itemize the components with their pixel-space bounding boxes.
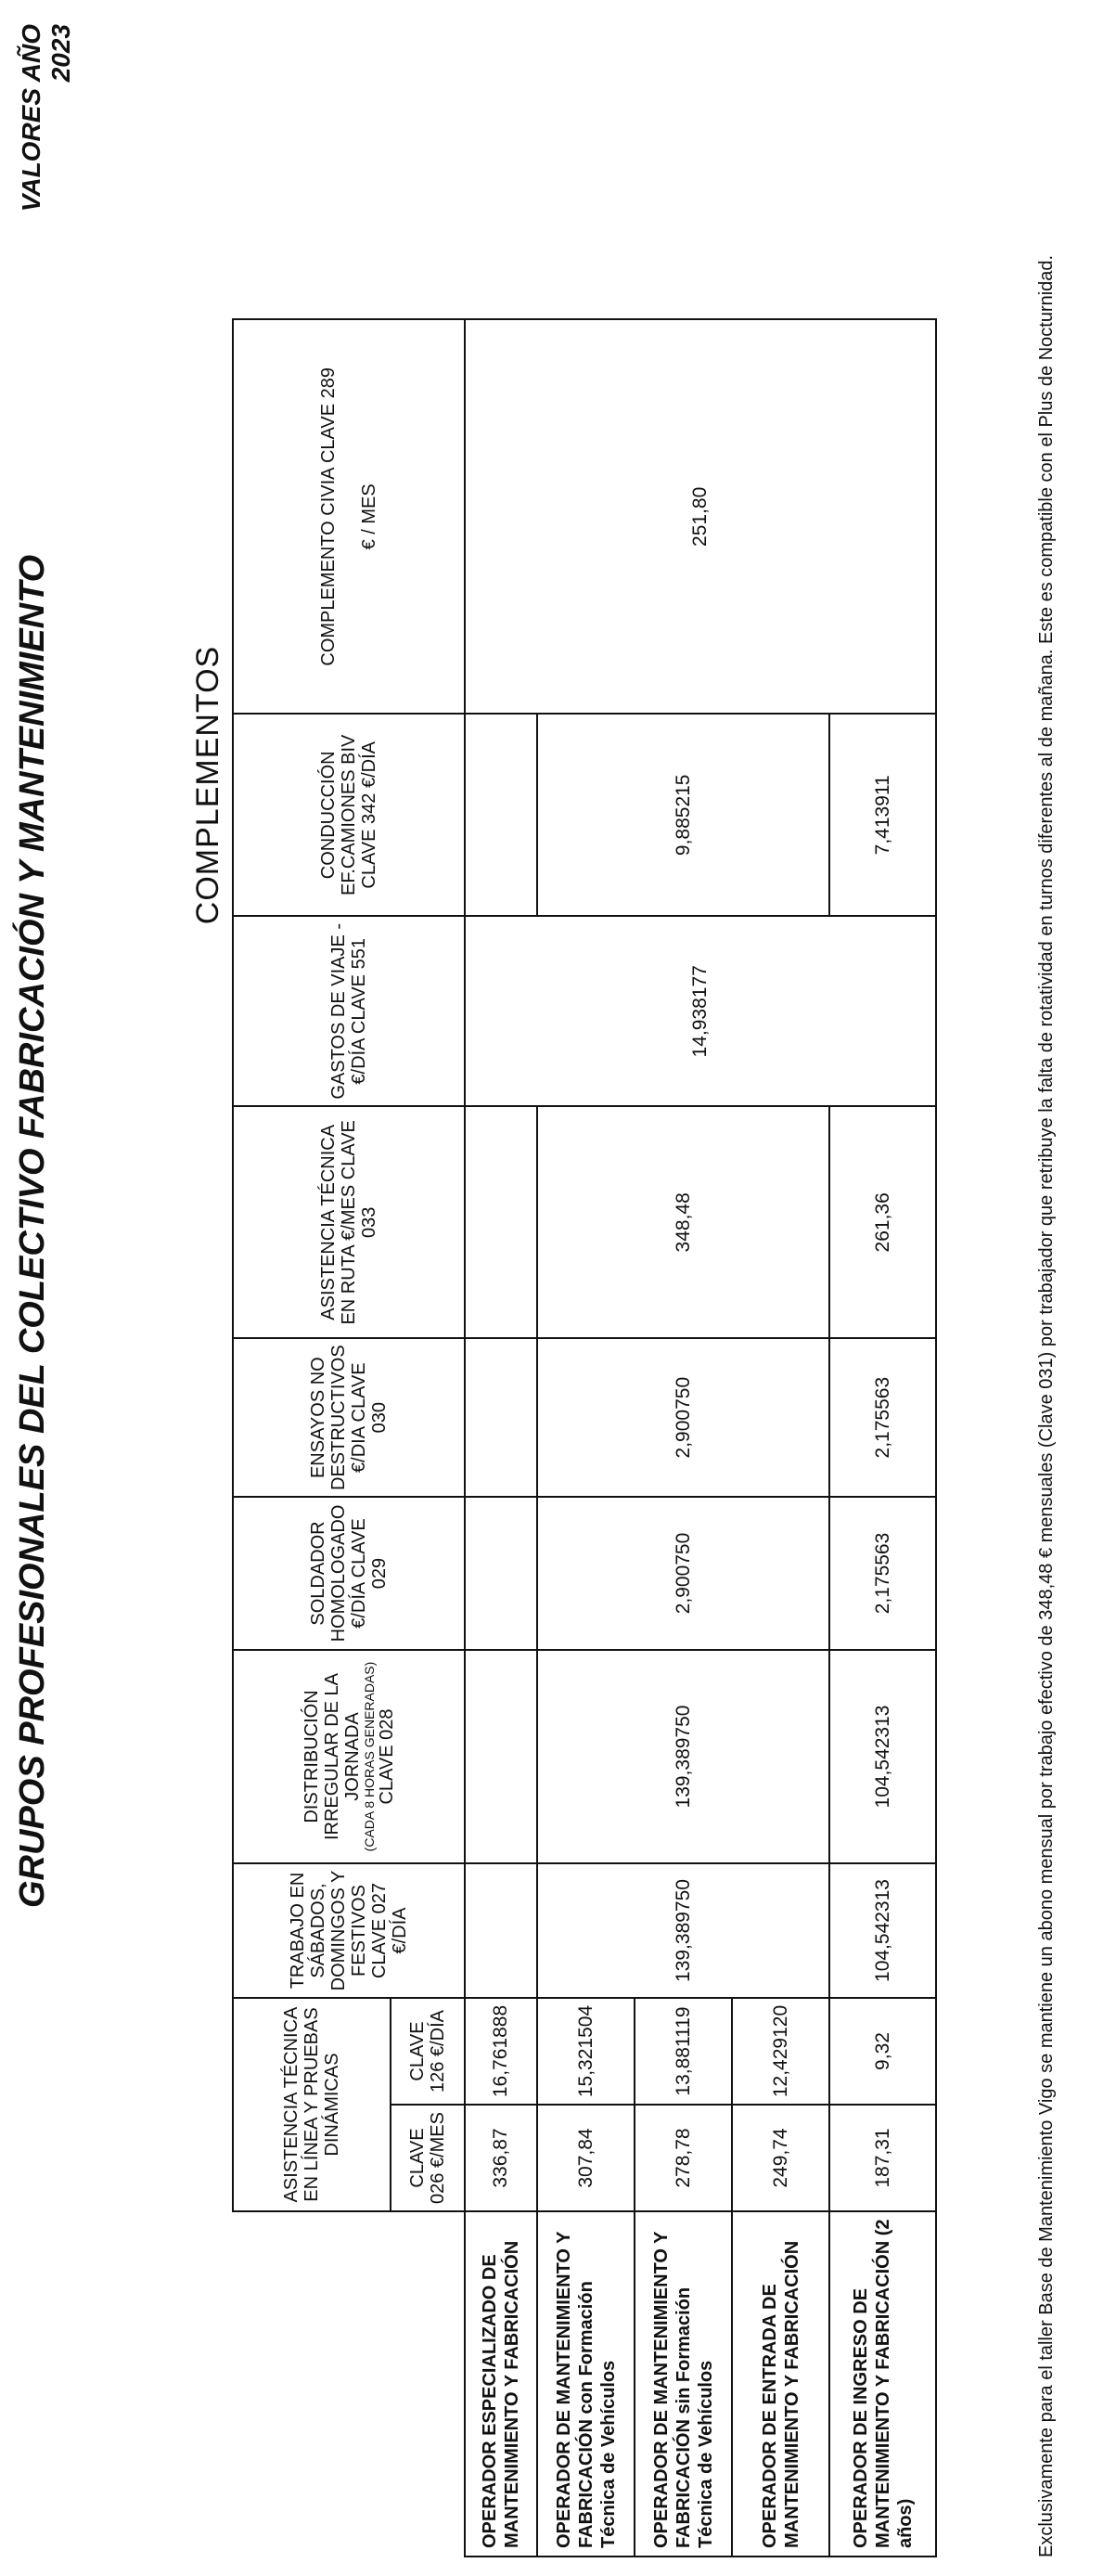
col-header-clave-028 [233, 1650, 465, 1863]
document-title: GRUPOS PROFESIONALES DEL COLECTIVO FABRICACIÓN Y MANTENIMIENTO [13, 554, 52, 1908]
col-header-clave-030: ENSAYOS NO DESTRUCTIVOS €/DIA CLAVE 030 [233, 1338, 465, 1497]
year-block [17, 24, 76, 238]
col-header-clave-289 [233, 319, 465, 714]
cell-clave-342-empty [465, 714, 537, 916]
cell-clave-029-empty [465, 1497, 537, 1650]
clave-028-note: (CADA 8 HORAS GENERADAS) [361, 1661, 377, 1852]
col-header-clave-029: SOLDADOR HOMOLOGADO €/DÍA CLAVE 029 [233, 1497, 465, 1650]
cell-clave-026: 187,31 [829, 2105, 936, 2211]
clave-028-code: CLAVE 028 [376, 1708, 397, 1805]
cell-clave-551-merged: 14,938177 [465, 916, 936, 1106]
cell-clave-126: 13,881119 [635, 1998, 732, 2105]
salary-complements-table [232, 318, 937, 2557]
row-label: OPERADOR DE INGRESO DE MANTENIMIENTO Y FABRICACIÓN (2 años) [829, 2211, 936, 2557]
cell-clave-033-group-b: 261,36 [829, 1106, 936, 1338]
cell-clave-126: 9,32 [829, 1998, 936, 2105]
cell-clave-030-group-b: 2,175563 [829, 1338, 936, 1497]
cell-clave-028-group-b: 104,542313 [829, 1650, 936, 1863]
col-header-asistencia-linea: ASISTENCIA TÉCNICA EN LÍNEA Y PRUEBAS DINÁMICAS [233, 1998, 391, 2211]
cell-clave-342-group-b: 7,413911 [829, 714, 936, 916]
col-header-clave-551: GASTOS DE VIAJE - €/DÍA CLAVE 551 [233, 916, 465, 1106]
cell-clave-028-group-a: 139,389750 [537, 1650, 829, 1863]
cell-clave-126: 16,761888 [465, 1998, 537, 2105]
row-label: OPERADOR DE MANTENIMIENTO Y FABRICACIÓN sin Formación Técnica de Vehículos [635, 2211, 732, 2557]
cell-clave-033-group-a: 348,48 [537, 1106, 829, 1338]
cell-clave-126: 12,429120 [732, 1998, 829, 2105]
cell-clave-033-empty [465, 1106, 537, 1338]
header-row-1 [233, 319, 391, 2557]
clave-289-title: COMPLEMENTO CIVIA CLAVE 289 [318, 367, 339, 666]
year-value: 2023 [46, 24, 75, 83]
row-label: OPERADOR ESPECIALIZADO DE MANTENIMIENTO Y FABRICACIÓN [465, 2211, 537, 2557]
complementos-heading: COMPLEMENTOS [190, 645, 225, 925]
cell-clave-029-group-a: 2,900750 [537, 1497, 829, 1650]
cell-clave-126: 15,321504 [537, 1998, 635, 2105]
row-label: OPERADOR DE MANTENIMIENTO Y FABRICACIÓN con Formación Técnica de Vehículos [537, 2211, 635, 2557]
col-header-clave-027: TRABAJO EN SÁBADOS, DOMINGOS Y FESTIVOS CLAVE 027 €/DÍA [233, 1863, 465, 1998]
col-header-clave-033: ASISTENCIA TÉCNICA EN RUTA €/MES CLAVE 033 [233, 1106, 465, 1338]
year-label: VALORES AÑO [17, 24, 45, 213]
col-header-clave-026: CLAVE 026 €/MES [391, 2105, 465, 2211]
cell-clave-028-empty [465, 1650, 537, 1863]
cell-clave-027-empty [465, 1863, 537, 1998]
row-label: OPERADOR DE ENTRADA DE MANTENIMIENTO Y FABRICACIÓN [732, 2211, 829, 2557]
cell-clave-030-empty [465, 1338, 537, 1497]
cell-clave-029-group-b: 2,175563 [829, 1497, 936, 1650]
cell-clave-030-group-a: 2,900750 [537, 1338, 829, 1497]
corner-blank-cell [233, 2211, 465, 2557]
cell-clave-027-group-b: 104,542313 [829, 1863, 936, 1998]
cell-clave-027-group-a: 139,389750 [537, 1863, 829, 1998]
footnote: Exclusivamente para el taller Base de Mantenimiento Vigo se mantiene un abono mensual por trabajo efectivo de 348,48 € mensuales (Clave 031) por trabajador que retribuye la falta de rotatividad en turnos diferentes al de mañana. Este es compatible con el Plus de Nocturnidad. [1036, 254, 1057, 2557]
cell-clave-026: 249,74 [732, 2105, 829, 2211]
cell-clave-026: 278,78 [635, 2105, 732, 2211]
cell-clave-026: 336,87 [465, 2105, 537, 2211]
table-row [465, 319, 537, 2557]
clave-289-unit: € / MES [359, 483, 379, 550]
cell-clave-342-group-a: 9,885215 [537, 714, 829, 916]
col-header-clave-126: CLAVE 126 €/DÍA [391, 1998, 465, 2105]
clave-028-title: DISTRIBUCIÓN IRREGULAR DE LA JORNADA [301, 1672, 363, 1841]
cell-clave-289-merged: 251,80 [465, 319, 936, 714]
col-header-clave-342: CONDUCCIÓN EF.CAMIONES BIV CLAVE 342 €/DÍA [233, 714, 465, 916]
cell-clave-026: 307,84 [537, 2105, 635, 2211]
